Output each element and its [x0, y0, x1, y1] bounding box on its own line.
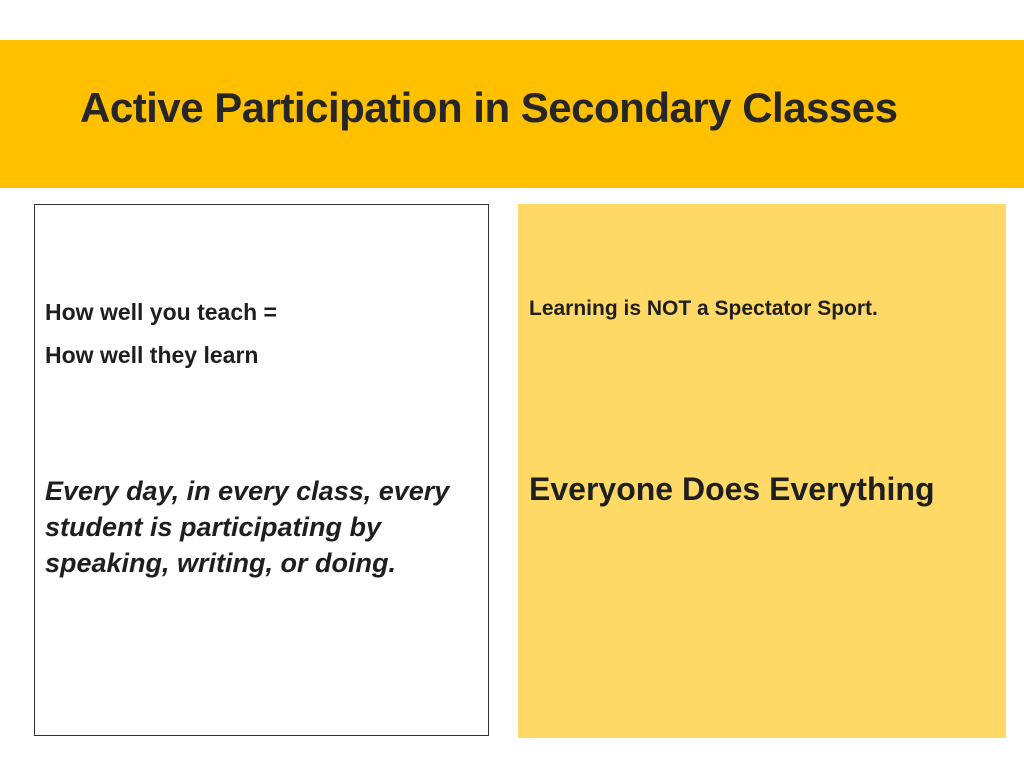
learn-statement: How well they learn — [45, 342, 259, 368]
right-highlight-panel — [518, 204, 1006, 738]
slide-title: Active Participation in Secondary Classes — [80, 84, 898, 131]
spectator-sport-statement: Learning is NOT a Spectator Sport. — [529, 297, 878, 320]
teach-statement: How well you teach = — [45, 299, 277, 325]
participation-quote: Every day, in every class, every student is participating by speaking, writing, or doing. — [45, 476, 450, 578]
everyone-does-everything-heading: Everyone Does Everything — [529, 471, 935, 507]
left-text-panel — [34, 204, 489, 736]
